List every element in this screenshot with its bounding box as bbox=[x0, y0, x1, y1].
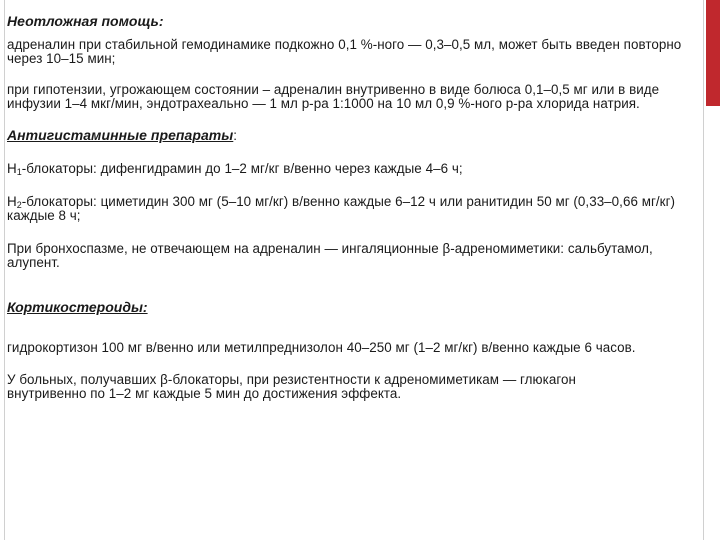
left-guide-line bbox=[4, 0, 5, 540]
paragraph-glucagon: У больных, получавших β-блокаторы, при резистентности к адреномиметикам — глюкагон внутривенно по 1–2 мг каждые 5 мин до достижения эффекта. bbox=[7, 372, 576, 401]
heading-emergency-care: Неотложная помощь: bbox=[7, 13, 164, 29]
paragraph-h1-blockers: $H_1$-блокаторы: дифенгидрамин до 1–2 мг/кг в/венно через каждые 4–6 ч; bbox=[7, 161, 463, 177]
heading-antihistamines: Антигистаминные препараты: bbox=[7, 127, 238, 143]
heading-corticosteroids: Кортикостероиды: bbox=[7, 299, 148, 315]
paragraph-bronchospasm: При бронхоспазме, не отвечающем на адреналин — ингаляционные β-адреномиметики: сальбутамол, алупент. bbox=[7, 241, 653, 270]
paragraph-adrenaline-hypotension: при гипотензии, угрожающем состоянии – адреналин внутривенно в виде болюса 0,1–0,5 мг или в виде инфузии 1–4 мкг/мин, эндотрахеально — 1 мл р-ра 1:1000 на 10 мл 0,9 %-ного р-ра хлорида натрия. bbox=[7, 82, 660, 111]
paragraph-adrenaline-stable: адреналин при стабильной гемодинамике подкожно 0,1 %-ного — 0,3–0,5 мл, может быть введен повторно через 10–15 мин; bbox=[7, 37, 682, 66]
paragraph-hydrocortisone: гидрокортизон 100 мг в/венно или метилпреднизолон 40–250 мг (1–2 мг/кг) в/венно каждые 6 часов. bbox=[7, 340, 636, 355]
paragraph-h2-blockers: $H_2$-блокаторы: циметидин 300 мг (5–10 мг/кг) в/венно каждые 6–12 ч или ранитидин 50 мг (0,33–0,66 мг/кг) каждые 8 ч; bbox=[7, 194, 676, 223]
slide-content bbox=[7, 14, 707, 401]
slide-accent-bar bbox=[706, 0, 720, 106]
